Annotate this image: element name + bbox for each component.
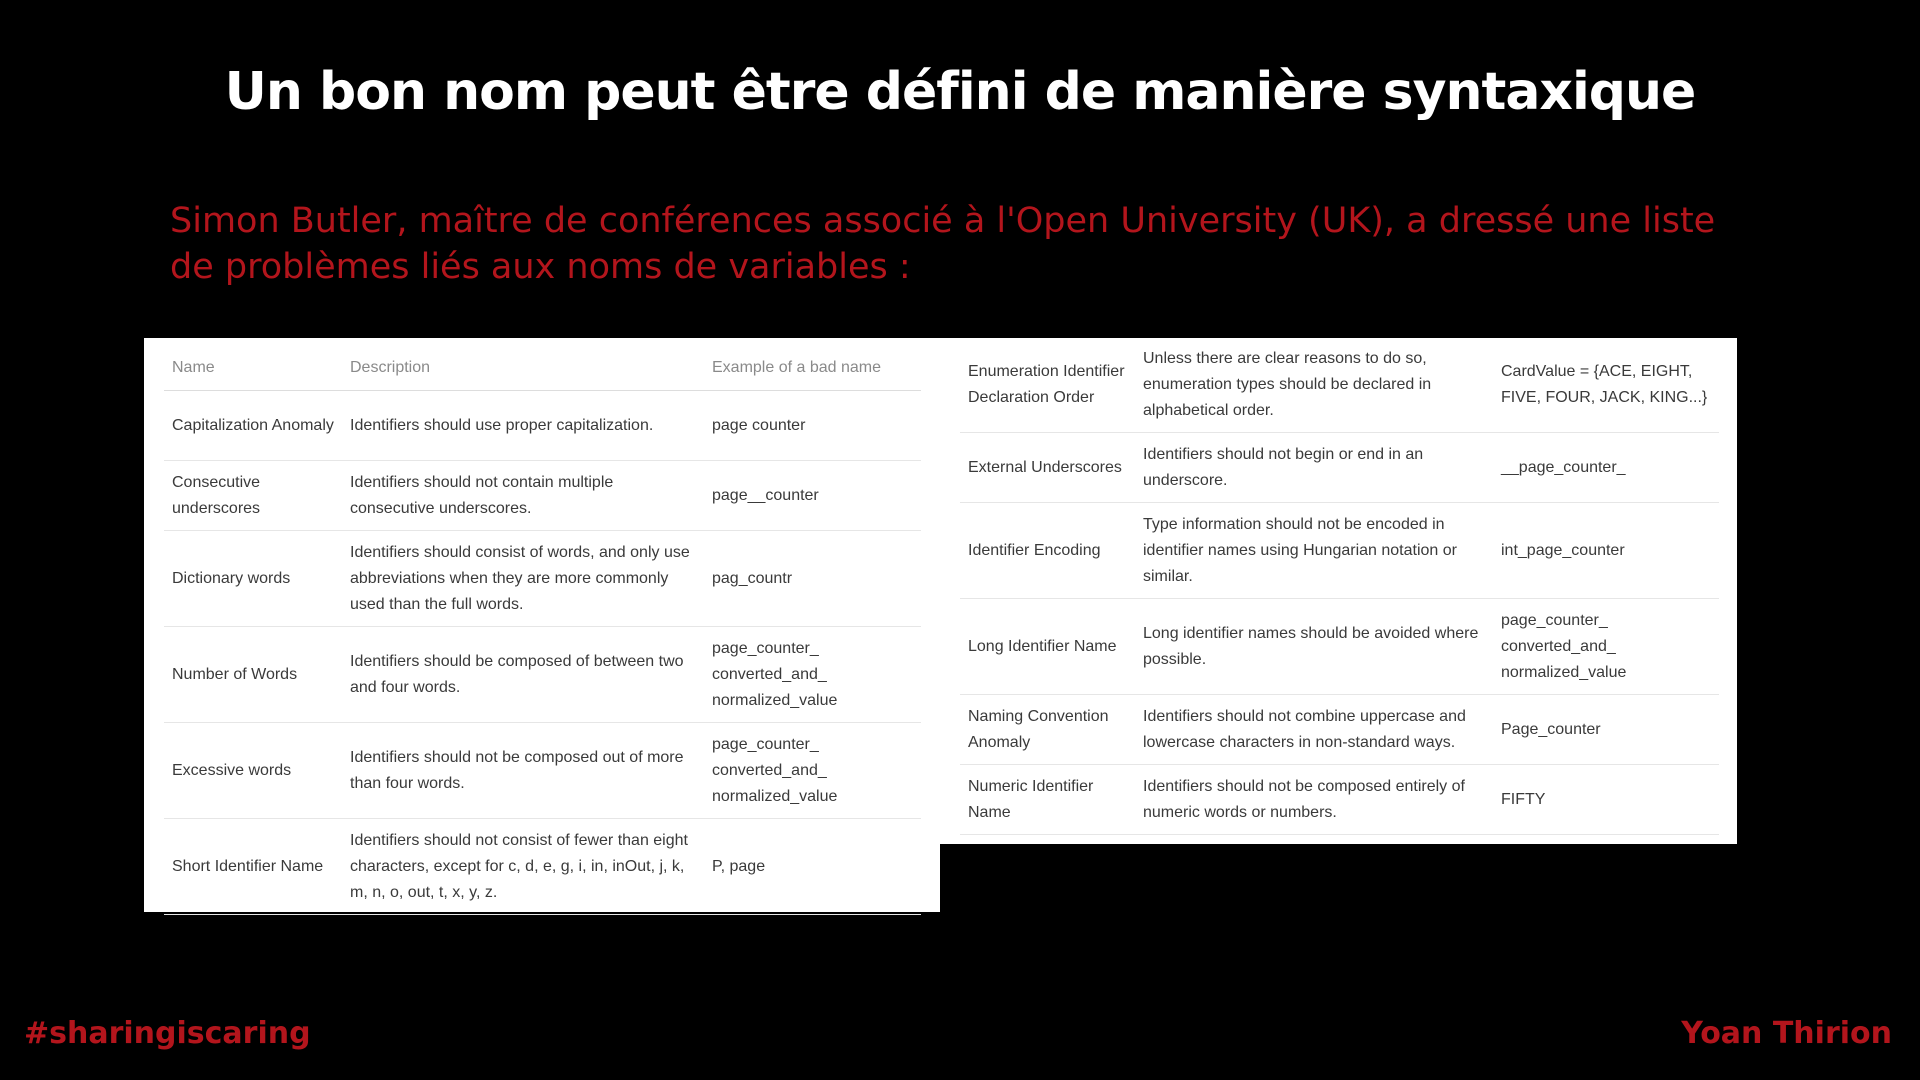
cell-name: Identifier Encoding	[960, 503, 1135, 599]
cell-description: Identifiers should use proper capitalization.	[342, 391, 704, 461]
column-header-name: Name	[164, 346, 342, 391]
cell-example: Page_counter	[1493, 695, 1719, 765]
cell-name: Excessive words	[164, 723, 342, 819]
column-header-example: Example of a bad name	[704, 346, 921, 391]
cell-description: Identifiers should not be composed entirely of numeric words or numbers.	[1135, 765, 1493, 835]
table-row	[164, 819, 921, 915]
cell-example: page_counter_ converted_and_ normalized_value	[1493, 599, 1719, 695]
author-footer: Yoan Thirion	[1681, 1016, 1892, 1051]
table-header-row	[164, 346, 921, 391]
cell-description: Identifiers should not combine uppercase and lowercase characters in non-standard ways.	[1135, 695, 1493, 765]
cell-description: Identifiers should not consist of fewer than eight characters, except for c, d, e, g, i, in, inOut, j, k, m, n, o, out, t, x, y, z.	[342, 819, 704, 915]
cell-name: Consecutive underscores	[164, 461, 342, 531]
right-table-panel	[940, 338, 1737, 844]
table-row	[164, 461, 921, 531]
cell-name: Number of Words	[164, 627, 342, 723]
cell-example: page counter	[704, 391, 921, 461]
cell-name: Dictionary words	[164, 531, 342, 627]
table-row	[960, 695, 1719, 765]
cell-example: page__counter	[704, 461, 921, 531]
column-header-description: Description	[342, 346, 704, 391]
table-row	[960, 765, 1719, 835]
cell-name: Numeric Identifier Name	[960, 765, 1135, 835]
cell-example: CardValue = {ACE, EIGHT, FIVE, FOUR, JACK, KING...}	[1493, 338, 1719, 433]
cell-description: Identifiers should not contain multiple consecutive underscores.	[342, 461, 704, 531]
cell-description: Type information should not be encoded in identifier names using Hungarian notation or similar.	[1135, 503, 1493, 599]
cell-description: Long identifier names should be avoided where possible.	[1135, 599, 1493, 695]
cell-name: Long Identifier Name	[960, 599, 1135, 695]
table-row	[960, 338, 1719, 433]
cell-description: Identifiers should not be composed out of more than four words.	[342, 723, 704, 819]
cell-name: External Underscores	[960, 433, 1135, 503]
left-table-panel	[144, 338, 940, 912]
cell-example: int_page_counter	[1493, 503, 1719, 599]
table-row	[164, 391, 921, 461]
right-table	[960, 338, 1719, 835]
table-row	[960, 503, 1719, 599]
cell-example: P, page	[704, 819, 921, 915]
table-row	[164, 627, 921, 723]
left-table	[164, 346, 921, 915]
cell-name: Short Identifier Name	[164, 819, 342, 915]
slide-title: Un bon nom peut être défini de manière syntaxique	[224, 62, 1696, 122]
intro-text: Simon Butler, maître de conférences associé à l'Open University (UK), a dressé une liste de problèmes liés aux noms de variables :	[170, 201, 1716, 287]
cell-description: Identifiers should be composed of between two and four words.	[342, 627, 704, 723]
cell-name: Capitalization Anomaly	[164, 391, 342, 461]
table-row	[164, 723, 921, 819]
cell-example: page_counter_ converted_and_ normalized_value	[704, 723, 921, 819]
cell-name: Enumeration Identifier Declaration Order	[960, 338, 1135, 433]
hashtag-footer: #sharingiscaring	[24, 1016, 311, 1051]
table-row	[164, 531, 921, 627]
cell-example: page_counter_ converted_and_ normalized_value	[704, 627, 921, 723]
cell-description: Unless there are clear reasons to do so, enumeration types should be declared in alphabetical order.	[1135, 338, 1493, 433]
cell-example: __page_counter_	[1493, 433, 1719, 503]
cell-description: Identifiers should not begin or end in an underscore.	[1135, 433, 1493, 503]
cell-example: pag_countr	[704, 531, 921, 627]
cell-name: Naming Convention Anomaly	[960, 695, 1135, 765]
table-row	[960, 599, 1719, 695]
table-row	[960, 433, 1719, 503]
cell-description: Identifiers should consist of words, and only use abbreviations when they are more commonly used than the full words.	[342, 531, 704, 627]
cell-example: FIFTY	[1493, 765, 1719, 835]
